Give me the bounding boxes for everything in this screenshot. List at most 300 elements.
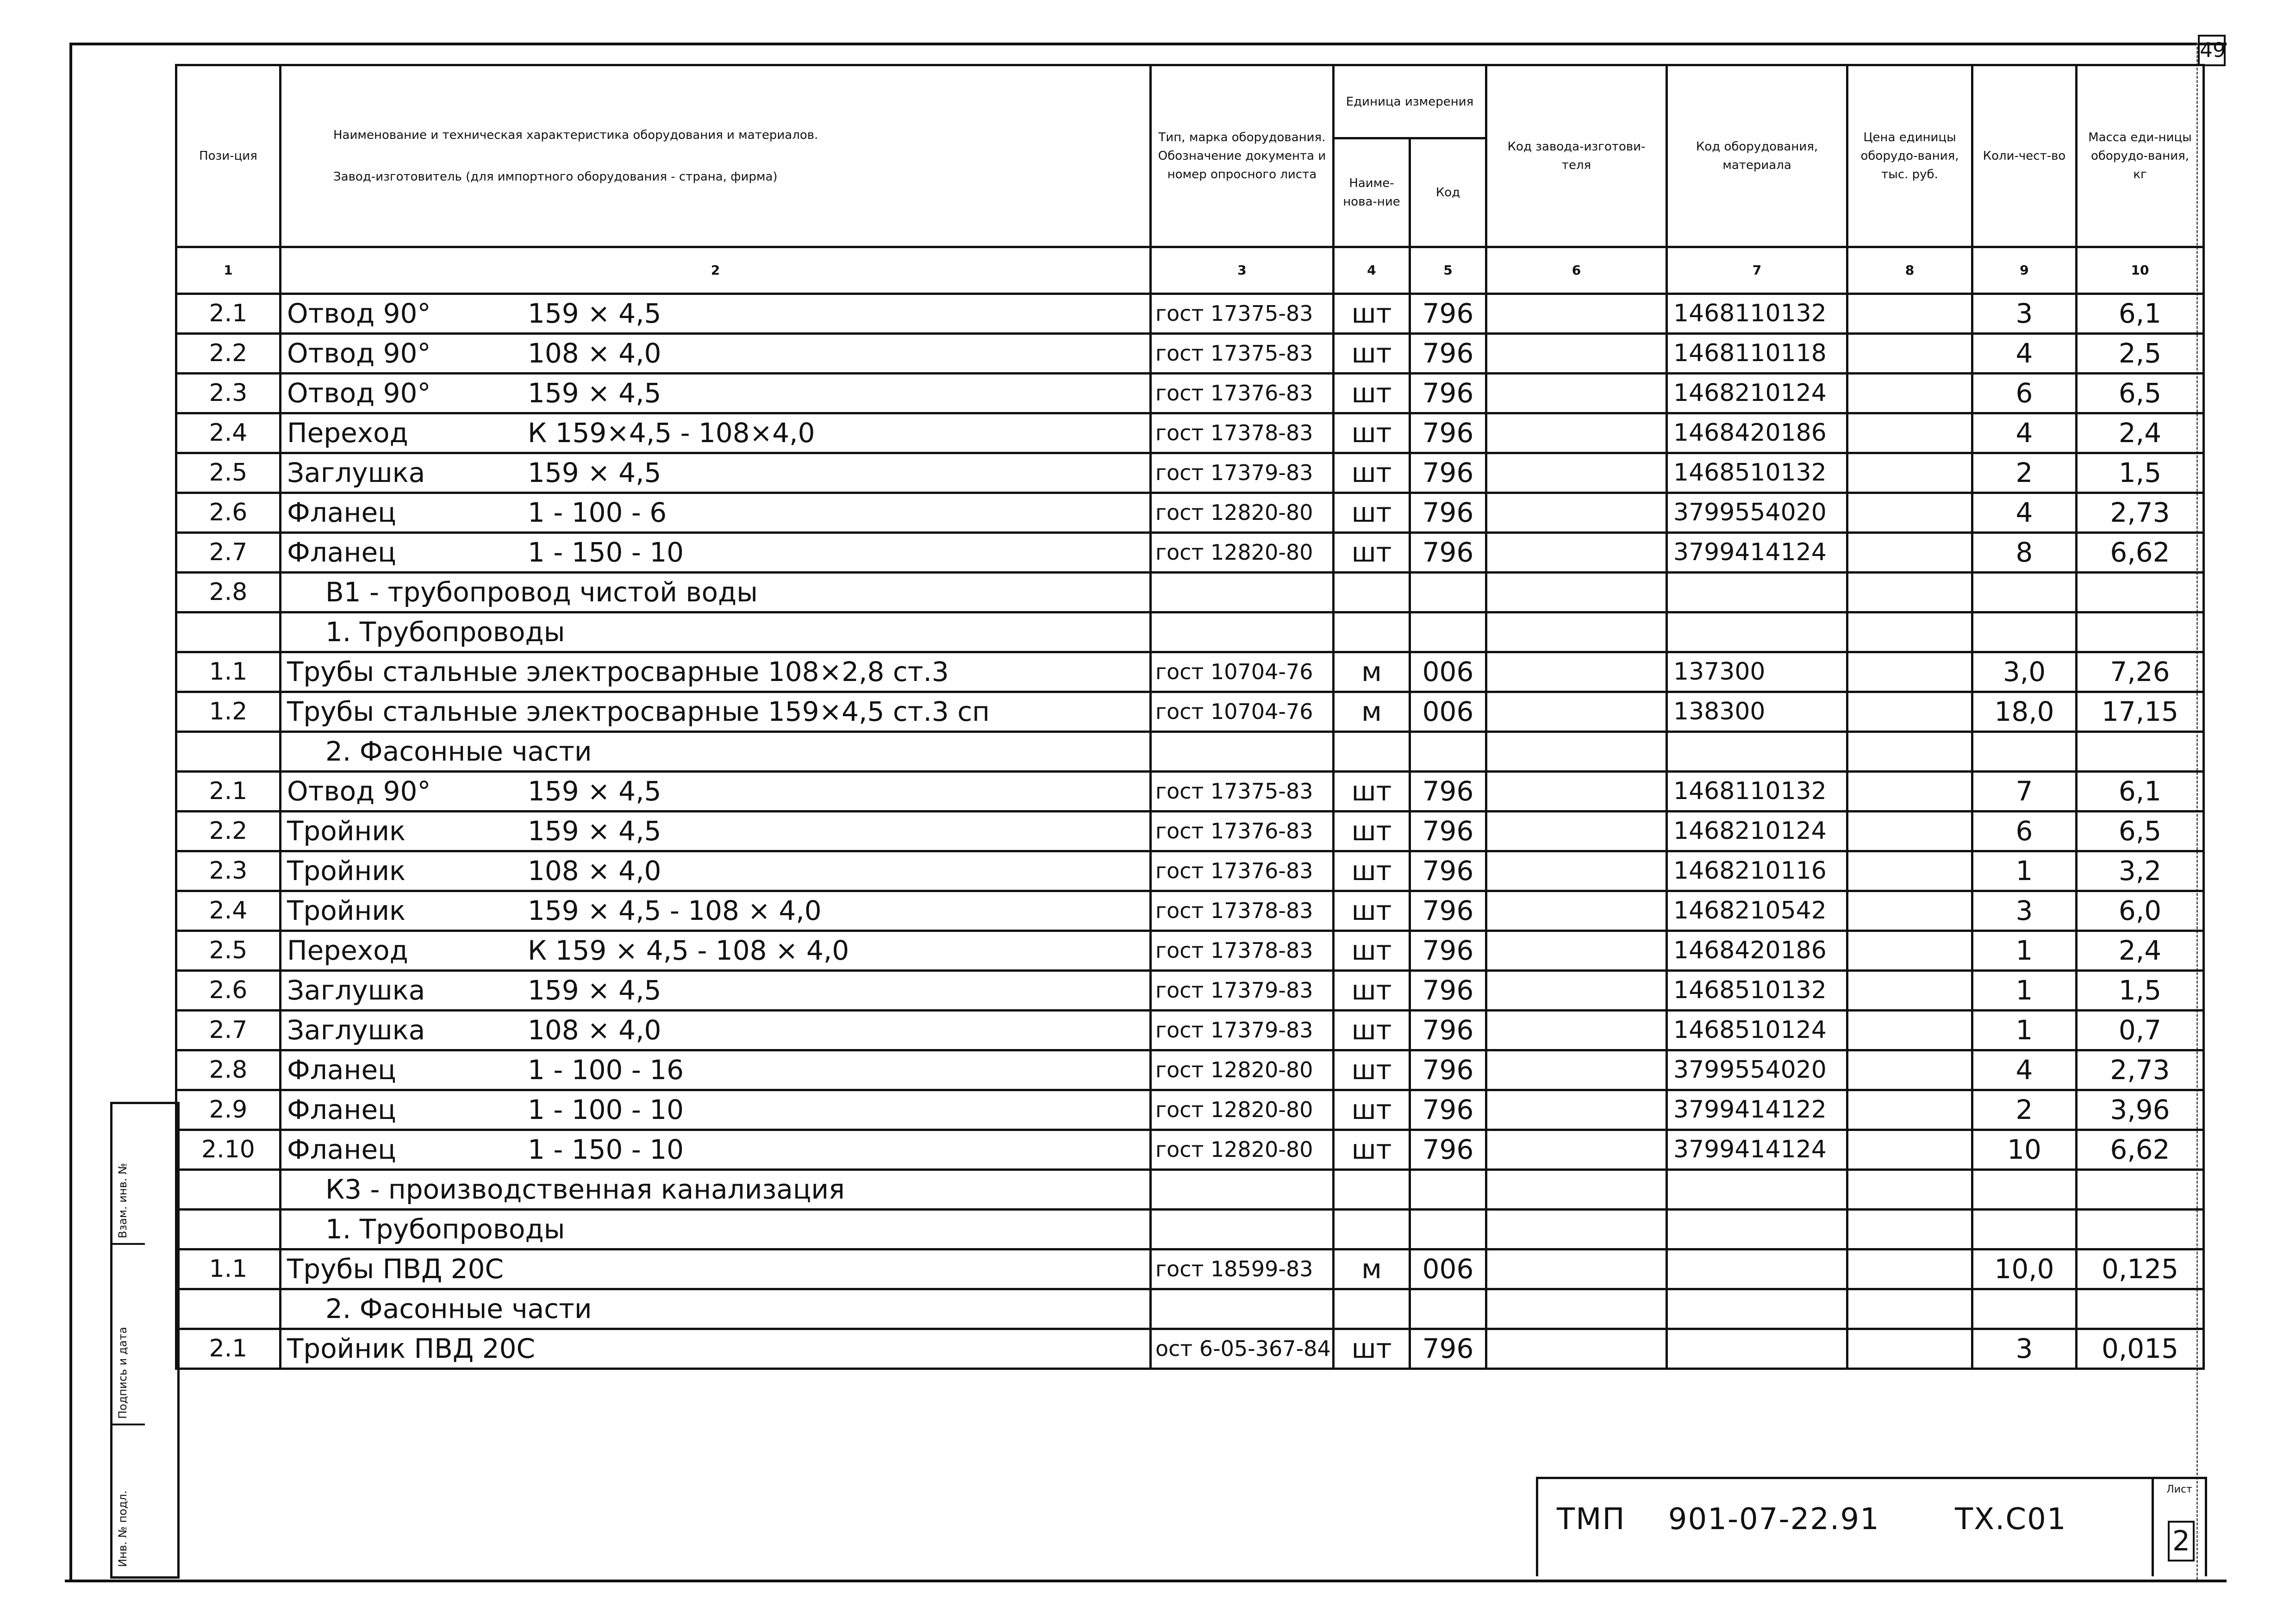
cell-factory-code bbox=[1486, 1130, 1667, 1170]
cell-quantity: 4 bbox=[1972, 493, 2077, 533]
header-name-line1: Наименование и техническая характеристика оборудования и материалов. bbox=[333, 128, 818, 142]
cell-quantity bbox=[1972, 1170, 2077, 1210]
cell-quantity: 6 bbox=[1972, 374, 2077, 413]
table-row bbox=[176, 652, 2204, 692]
cell-quantity: 3 bbox=[1972, 294, 2077, 334]
table-row bbox=[176, 1130, 2204, 1170]
cell-price bbox=[1847, 453, 1972, 493]
stamp-doc: ТХ.С01 bbox=[1955, 1502, 2067, 1537]
header-type: Тип, марка оборудования. Обозначение документа и номер опросного листа bbox=[1151, 65, 1334, 247]
cell-quantity bbox=[1972, 573, 2077, 612]
cell-unit-code: 796 bbox=[1410, 851, 1486, 891]
header-position: Пози-ция bbox=[176, 65, 281, 247]
cell-position: 2.9 bbox=[176, 1090, 281, 1130]
cell-price bbox=[1847, 294, 1972, 334]
cell-unit-code: 006 bbox=[1410, 652, 1486, 692]
cell-price bbox=[1847, 971, 1972, 1011]
cell-factory-code bbox=[1486, 1249, 1667, 1289]
cell-unit: м bbox=[1334, 1249, 1410, 1289]
cell-price bbox=[1847, 732, 1972, 772]
cell-price bbox=[1847, 891, 1972, 931]
cell-position: 2.7 bbox=[176, 1011, 281, 1050]
cell-material-code bbox=[1667, 1329, 1847, 1369]
cell-section-title: 1. Трубопроводы bbox=[281, 612, 1151, 652]
cell-material-code bbox=[1667, 1170, 1847, 1210]
cell-section-title: 1. Трубопроводы bbox=[281, 1210, 1151, 1249]
cell-unit-code: 796 bbox=[1410, 812, 1486, 851]
cell-unit: шт bbox=[1334, 971, 1410, 1011]
cell-mass: 6,5 bbox=[2077, 812, 2204, 851]
cell-unit: шт bbox=[1334, 851, 1410, 891]
cell-factory-code bbox=[1486, 812, 1667, 851]
header-material-code: Код оборудования, материала bbox=[1667, 65, 1847, 247]
col-number: 4 bbox=[1334, 247, 1410, 294]
item-name: Тройник bbox=[287, 855, 406, 887]
cell-unit-code: 006 bbox=[1410, 1249, 1486, 1289]
cell-type bbox=[1151, 573, 1334, 612]
cell-position: 2.2 bbox=[176, 334, 281, 374]
cell-type: гост 12820-80 bbox=[1151, 1090, 1334, 1130]
cell-name bbox=[281, 1249, 1151, 1289]
cell-position: 2.1 bbox=[176, 294, 281, 334]
cell-price bbox=[1847, 1289, 1972, 1329]
item-name: Заглушка bbox=[287, 974, 425, 1006]
item-spec: 108 × 4,0 bbox=[528, 1014, 661, 1046]
item-name: Отвод 90° bbox=[287, 298, 431, 329]
cell-type: гост 12820-80 bbox=[1151, 533, 1334, 573]
cell-quantity: 1 bbox=[1972, 851, 2077, 891]
cell-mass: 6,0 bbox=[2077, 891, 2204, 931]
cell-mass bbox=[2077, 732, 2204, 772]
cell-unit: шт bbox=[1334, 1130, 1410, 1170]
col-number: 5 bbox=[1410, 247, 1486, 294]
cell-unit-code bbox=[1410, 573, 1486, 612]
cell-position: 2.4 bbox=[176, 413, 281, 453]
cell-name bbox=[281, 772, 1151, 812]
cell-position bbox=[176, 732, 281, 772]
item-spec: 1 - 100 - 16 bbox=[528, 1054, 684, 1086]
stamp-prefix: ТМП bbox=[1557, 1502, 1626, 1537]
cell-price bbox=[1847, 812, 1972, 851]
cell-mass: 2,4 bbox=[2077, 931, 2204, 971]
cell-unit-code: 796 bbox=[1410, 493, 1486, 533]
cell-material-code: 1468110132 bbox=[1667, 294, 1847, 334]
strip-label-signature: Подпись и дата bbox=[116, 1327, 129, 1419]
col-number: 6 bbox=[1486, 247, 1667, 294]
cell-material-code: 1468510132 bbox=[1667, 453, 1847, 493]
col-number: 8 bbox=[1847, 247, 1972, 294]
cell-quantity: 4 bbox=[1972, 1050, 2077, 1090]
cell-unit: шт bbox=[1334, 334, 1410, 374]
table-row bbox=[176, 931, 2204, 971]
cell-mass: 1,5 bbox=[2077, 971, 2204, 1011]
col-number: 2 bbox=[281, 247, 1151, 294]
frame-top-line bbox=[69, 43, 2227, 45]
cell-type: гост 17376-83 bbox=[1151, 812, 1334, 851]
cell-factory-code bbox=[1486, 851, 1667, 891]
table-row bbox=[176, 1090, 2204, 1130]
cell-material-code bbox=[1667, 1249, 1847, 1289]
cell-mass bbox=[2077, 1210, 2204, 1249]
cell-unit bbox=[1334, 1289, 1410, 1329]
item-spec: 1 - 100 - 10 bbox=[528, 1094, 684, 1125]
cell-type: гост 17376-83 bbox=[1151, 374, 1334, 413]
cell-position bbox=[176, 612, 281, 652]
cell-material-code: 1468210124 bbox=[1667, 812, 1847, 851]
item-spec: 159 × 4,5 bbox=[528, 377, 661, 409]
cell-factory-code bbox=[1486, 971, 1667, 1011]
cell-quantity: 10 bbox=[1972, 1130, 2077, 1170]
table-row bbox=[176, 1249, 2204, 1289]
cell-factory-code bbox=[1486, 413, 1667, 453]
item-name: Трубы стальные электросварные 159×4,5 ст.3 сп bbox=[287, 696, 990, 727]
cell-name bbox=[281, 851, 1151, 891]
cell-name bbox=[281, 413, 1151, 453]
cell-quantity: 4 bbox=[1972, 334, 2077, 374]
cell-type bbox=[1151, 732, 1334, 772]
item-spec: 159 × 4,5 bbox=[528, 457, 661, 488]
cell-type bbox=[1151, 1210, 1334, 1249]
cell-price bbox=[1847, 772, 1972, 812]
cell-unit-code: 796 bbox=[1410, 772, 1486, 812]
cell-position: 2.3 bbox=[176, 851, 281, 891]
cell-name bbox=[281, 1090, 1151, 1130]
cell-name bbox=[281, 533, 1151, 573]
cell-position: 1.2 bbox=[176, 692, 281, 732]
cell-material-code: 1468510132 bbox=[1667, 971, 1847, 1011]
item-name: Трубы стальные электросварные 108×2,8 ст.3 bbox=[287, 656, 949, 687]
cell-unit-code: 796 bbox=[1410, 1090, 1486, 1130]
cell-price bbox=[1847, 692, 1972, 732]
cell-unit-code: 796 bbox=[1410, 1050, 1486, 1090]
cell-material-code: 1468210124 bbox=[1667, 374, 1847, 413]
table-row bbox=[176, 413, 2204, 453]
item-name: Отвод 90° bbox=[287, 775, 431, 807]
cell-price bbox=[1847, 1210, 1972, 1249]
cell-price bbox=[1847, 652, 1972, 692]
cell-price bbox=[1847, 1170, 1972, 1210]
cell-unit bbox=[1334, 612, 1410, 652]
cell-type: гост 17375-83 bbox=[1151, 772, 1334, 812]
cell-price bbox=[1847, 493, 1972, 533]
cell-price bbox=[1847, 1249, 1972, 1289]
cell-material-code: 137300 bbox=[1667, 652, 1847, 692]
cell-position: 2.4 bbox=[176, 891, 281, 931]
table-body bbox=[176, 294, 2204, 1369]
cell-unit: шт bbox=[1334, 1011, 1410, 1050]
cell-type: гост 18599-83 bbox=[1151, 1249, 1334, 1289]
item-spec: 159 × 4,5 bbox=[528, 815, 661, 847]
cell-position bbox=[176, 1210, 281, 1249]
cell-mass: 3,2 bbox=[2077, 851, 2204, 891]
header-number-row bbox=[176, 247, 2204, 294]
cell-material-code: 3799414122 bbox=[1667, 1090, 1847, 1130]
cell-unit-code: 796 bbox=[1410, 971, 1486, 1011]
corner-sheet-number: 49 bbox=[2198, 35, 2226, 66]
cell-type: гост 17379-83 bbox=[1151, 971, 1334, 1011]
cell-material-code bbox=[1667, 1289, 1847, 1329]
cell-factory-code bbox=[1486, 1090, 1667, 1130]
cell-material-code: 1468210116 bbox=[1667, 851, 1847, 891]
cell-unit-code bbox=[1410, 1289, 1486, 1329]
item-spec: 159 × 4,5 - 108 × 4,0 bbox=[528, 895, 822, 926]
cell-mass bbox=[2077, 1289, 2204, 1329]
col-number: 10 bbox=[2077, 247, 2204, 294]
sheet-box bbox=[2152, 1479, 2205, 1576]
cell-material-code: 3799554020 bbox=[1667, 493, 1847, 533]
cell-factory-code bbox=[1486, 1289, 1667, 1329]
cell-type: ост 6-05-367-84 bbox=[1151, 1329, 1334, 1369]
table-row bbox=[176, 1329, 2204, 1369]
frame-left-line bbox=[69, 43, 72, 1580]
cell-unit: шт bbox=[1334, 294, 1410, 334]
item-spec: 108 × 4,0 bbox=[528, 855, 661, 887]
cell-material-code: 1468210542 bbox=[1667, 891, 1847, 931]
table-row bbox=[176, 1011, 2204, 1050]
cell-quantity bbox=[1972, 612, 2077, 652]
cell-unit: шт bbox=[1334, 1090, 1410, 1130]
cell-unit-code bbox=[1410, 612, 1486, 652]
cell-unit: шт bbox=[1334, 931, 1410, 971]
table-row bbox=[176, 692, 2204, 732]
cell-quantity: 8 bbox=[1972, 533, 2077, 573]
cell-quantity: 4 bbox=[1972, 413, 2077, 453]
item-spec: К 159×4,5 - 108×4,0 bbox=[528, 417, 815, 449]
cell-unit-code: 796 bbox=[1410, 1329, 1486, 1369]
cell-unit: шт bbox=[1334, 772, 1410, 812]
table-row bbox=[176, 493, 2204, 533]
specification-table bbox=[175, 64, 2205, 1370]
item-name: Фланец bbox=[287, 497, 396, 528]
cell-mass: 17,15 bbox=[2077, 692, 2204, 732]
cell-factory-code bbox=[1486, 453, 1667, 493]
cell-quantity: 3,0 bbox=[1972, 652, 2077, 692]
table-header bbox=[176, 65, 2204, 294]
cell-unit-code: 796 bbox=[1410, 374, 1486, 413]
cell-price bbox=[1847, 334, 1972, 374]
cell-factory-code bbox=[1486, 334, 1667, 374]
cell-mass: 6,1 bbox=[2077, 772, 2204, 812]
cell-type: гост 17375-83 bbox=[1151, 294, 1334, 334]
item-name: Переход bbox=[287, 417, 408, 449]
cell-name bbox=[281, 374, 1151, 413]
strip-cell-inventory bbox=[112, 1424, 145, 1572]
cell-unit: шт bbox=[1334, 374, 1410, 413]
cell-unit: шт bbox=[1334, 453, 1410, 493]
item-name: Заглушка bbox=[287, 1014, 425, 1046]
cell-unit-code: 796 bbox=[1410, 1011, 1486, 1050]
header-name bbox=[281, 65, 1151, 247]
section-row bbox=[176, 1210, 2204, 1249]
cell-name bbox=[281, 334, 1151, 374]
cell-type: гост 12820-80 bbox=[1151, 1130, 1334, 1170]
cell-unit: шт bbox=[1334, 413, 1410, 453]
cell-mass bbox=[2077, 1170, 2204, 1210]
table-row bbox=[176, 891, 2204, 931]
cell-unit-code: 796 bbox=[1410, 1130, 1486, 1170]
cell-quantity: 3 bbox=[1972, 1329, 2077, 1369]
cell-quantity: 18,0 bbox=[1972, 692, 2077, 732]
item-name: Фланец bbox=[287, 1094, 396, 1125]
cell-name bbox=[281, 294, 1151, 334]
cell-type: гост 17375-83 bbox=[1151, 334, 1334, 374]
cell-material-code: 1468510124 bbox=[1667, 1011, 1847, 1050]
cell-mass: 1,5 bbox=[2077, 453, 2204, 493]
cell-name bbox=[281, 812, 1151, 851]
cell-factory-code bbox=[1486, 1050, 1667, 1090]
document-code bbox=[1557, 1502, 2067, 1537]
cell-price bbox=[1847, 612, 1972, 652]
item-spec: 159 × 4,5 bbox=[528, 775, 661, 807]
cell-position: 2.8 bbox=[176, 573, 281, 612]
cell-type: гост 17379-83 bbox=[1151, 453, 1334, 493]
strip-cell-signature bbox=[112, 1243, 145, 1425]
cell-unit-code: 796 bbox=[1410, 891, 1486, 931]
cell-mass: 6,1 bbox=[2077, 294, 2204, 334]
cell-factory-code bbox=[1486, 294, 1667, 334]
col-number: 7 bbox=[1667, 247, 1847, 294]
item-name: Отвод 90° bbox=[287, 377, 431, 409]
cell-type bbox=[1151, 612, 1334, 652]
cell-unit: шт bbox=[1334, 1050, 1410, 1090]
frame-bottom-line bbox=[65, 1580, 2227, 1582]
cell-type bbox=[1151, 1289, 1334, 1329]
cell-factory-code bbox=[1486, 772, 1667, 812]
cell-price bbox=[1847, 413, 1972, 453]
cell-mass: 6,5 bbox=[2077, 374, 2204, 413]
cell-position bbox=[176, 1170, 281, 1210]
cell-price bbox=[1847, 1130, 1972, 1170]
item-spec: 1 - 150 - 10 bbox=[528, 537, 684, 568]
section-row bbox=[176, 732, 2204, 772]
cell-position: 2.2 bbox=[176, 812, 281, 851]
item-spec: 159 × 4,5 bbox=[528, 974, 661, 1006]
cell-name bbox=[281, 971, 1151, 1011]
header-unit-code: Код bbox=[1410, 138, 1486, 247]
cell-unit: м bbox=[1334, 652, 1410, 692]
item-name: Трубы ПВД 20С bbox=[287, 1253, 504, 1285]
cell-quantity: 7 bbox=[1972, 772, 2077, 812]
cell-unit bbox=[1334, 573, 1410, 612]
cell-position: 2.7 bbox=[176, 533, 281, 573]
col-number: 3 bbox=[1151, 247, 1334, 294]
cell-unit: шт bbox=[1334, 1329, 1410, 1369]
section-row bbox=[176, 1289, 2204, 1329]
cell-factory-code bbox=[1486, 1170, 1667, 1210]
cell-mass: 7,26 bbox=[2077, 652, 2204, 692]
cell-unit-code bbox=[1410, 1210, 1486, 1249]
item-spec: К 159 × 4,5 - 108 × 4,0 bbox=[528, 935, 849, 966]
cell-price bbox=[1847, 533, 1972, 573]
cell-unit-code: 796 bbox=[1410, 931, 1486, 971]
cell-section-title: В1 - трубопровод чистой воды bbox=[281, 573, 1151, 612]
cell-material-code: 1468110132 bbox=[1667, 772, 1847, 812]
item-name: Фланец bbox=[287, 1134, 396, 1165]
table-row bbox=[176, 772, 2204, 812]
cell-unit-code: 006 bbox=[1410, 692, 1486, 732]
stamp-project: 901-07-22.91 bbox=[1668, 1502, 1880, 1537]
table-row bbox=[176, 971, 2204, 1011]
cell-name bbox=[281, 1011, 1151, 1050]
cell-unit bbox=[1334, 732, 1410, 772]
table-row bbox=[176, 1050, 2204, 1090]
cell-type: гост 17378-83 bbox=[1151, 413, 1334, 453]
item-spec: 1 - 150 - 10 bbox=[528, 1134, 684, 1165]
cell-material-code: 1468420186 bbox=[1667, 413, 1847, 453]
cell-position: 2.6 bbox=[176, 493, 281, 533]
table-row bbox=[176, 334, 2204, 374]
cell-position: 2.8 bbox=[176, 1050, 281, 1090]
cell-type: гост 12820-80 bbox=[1151, 493, 1334, 533]
cell-unit-code: 796 bbox=[1410, 334, 1486, 374]
cell-factory-code bbox=[1486, 1210, 1667, 1249]
cell-quantity: 2 bbox=[1972, 1090, 2077, 1130]
table-row bbox=[176, 851, 2204, 891]
cell-position: 2.5 bbox=[176, 931, 281, 971]
cell-material-code: 1468110118 bbox=[1667, 334, 1847, 374]
cell-name bbox=[281, 692, 1151, 732]
cell-name bbox=[281, 493, 1151, 533]
cell-type: гост 17376-83 bbox=[1151, 851, 1334, 891]
cell-unit: м bbox=[1334, 692, 1410, 732]
item-name: Заглушка bbox=[287, 457, 425, 488]
cell-name bbox=[281, 652, 1151, 692]
cell-factory-code bbox=[1486, 931, 1667, 971]
header-name-line2: Завод-изготовитель (для импортного оборудования - страна, фирма) bbox=[333, 170, 778, 184]
cell-mass: 6,62 bbox=[2077, 533, 2204, 573]
cell-price bbox=[1847, 1329, 1972, 1369]
cell-quantity: 1 bbox=[1972, 971, 2077, 1011]
cell-position: 2.1 bbox=[176, 772, 281, 812]
cell-name bbox=[281, 453, 1151, 493]
cell-position: 2.3 bbox=[176, 374, 281, 413]
item-name: Тройник bbox=[287, 895, 406, 926]
cell-position: 2.6 bbox=[176, 971, 281, 1011]
header-unit-name: Наиме-нова-ние bbox=[1334, 138, 1410, 247]
item-spec: 108 × 4,0 bbox=[528, 337, 661, 369]
cell-price bbox=[1847, 573, 1972, 612]
sheet-number: 2 bbox=[2168, 1521, 2195, 1562]
cell-mass: 3,96 bbox=[2077, 1090, 2204, 1130]
cell-type: гост 17379-83 bbox=[1151, 1011, 1334, 1050]
cell-factory-code bbox=[1486, 374, 1667, 413]
cell-quantity bbox=[1972, 732, 2077, 772]
cell-position: 2.5 bbox=[176, 453, 281, 493]
cell-price bbox=[1847, 1090, 1972, 1130]
table-row bbox=[176, 453, 2204, 493]
cell-unit-code bbox=[1410, 1170, 1486, 1210]
cell-factory-code bbox=[1486, 533, 1667, 573]
cell-factory-code bbox=[1486, 612, 1667, 652]
cell-name bbox=[281, 1329, 1151, 1369]
cell-material-code bbox=[1667, 1210, 1847, 1249]
cell-factory-code bbox=[1486, 732, 1667, 772]
header-factory-code: Код завода-изготови-теля bbox=[1486, 65, 1667, 247]
cell-factory-code bbox=[1486, 891, 1667, 931]
cell-mass: 6,62 bbox=[2077, 1130, 2204, 1170]
cell-type: гост 12820-80 bbox=[1151, 1050, 1334, 1090]
cell-material-code bbox=[1667, 732, 1847, 772]
cell-material-code: 1468420186 bbox=[1667, 931, 1847, 971]
cell-mass: 2,5 bbox=[2077, 334, 2204, 374]
cell-position: 2.1 bbox=[176, 1329, 281, 1369]
cell-mass: 0,7 bbox=[2077, 1011, 2204, 1050]
header-price: Цена единицы оборудо-вания, тыс. руб. bbox=[1847, 65, 1972, 247]
cell-name bbox=[281, 1050, 1151, 1090]
cell-factory-code bbox=[1486, 573, 1667, 612]
item-name: Тройник ПВД 20С bbox=[287, 1333, 535, 1364]
header-unit-group: Единица измерения bbox=[1334, 65, 1486, 138]
